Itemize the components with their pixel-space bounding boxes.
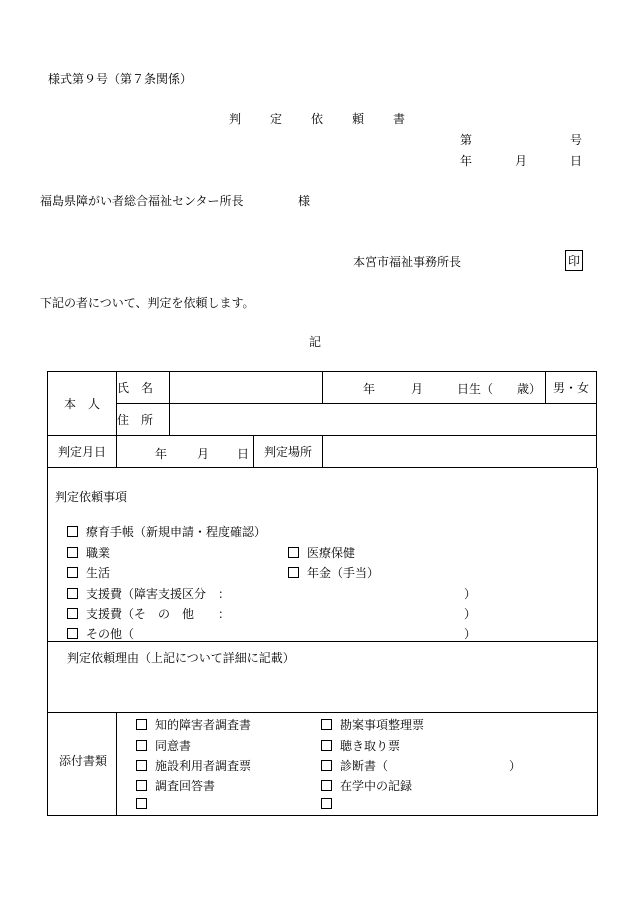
checkbox-icon[interactable]: [136, 780, 147, 791]
divider: [48, 641, 597, 642]
checkbox-icon[interactable]: [67, 567, 78, 578]
form-number: 様式第９号（第７条関係）: [48, 72, 193, 86]
title-char: 定: [270, 112, 283, 126]
request-item[interactable]: 支援費（そ の 他 ：: [67, 605, 230, 622]
ki-label: 記: [309, 335, 322, 349]
title-char: 判: [229, 112, 242, 126]
checkbox-icon[interactable]: [67, 608, 78, 619]
checkbox-icon[interactable]: [136, 760, 147, 771]
attachment-item[interactable]: 知的障害者調査書: [136, 716, 251, 733]
checkbox-icon[interactable]: [136, 740, 147, 751]
birthdate-field[interactable]: [323, 372, 546, 404]
attachment-item[interactable]: 施設利用者調査票: [136, 757, 251, 774]
request-item[interactable]: その他（: [67, 625, 134, 642]
request-item[interactable]: 年金（手当）: [288, 564, 379, 581]
close-paren: ）: [464, 587, 477, 601]
checkbox-icon[interactable]: [136, 719, 147, 730]
judgment-place-label: 判定場所: [254, 436, 323, 468]
judgment-place-field[interactable]: [323, 436, 597, 468]
seal-stamp: 印: [565, 250, 583, 271]
date-year: 年: [460, 154, 473, 168]
attachment-item[interactable]: 同意書: [136, 737, 191, 754]
address-label: 住 所: [117, 404, 170, 436]
gender-field[interactable]: 男・女: [546, 372, 597, 404]
attachments-label: 添付書類: [59, 754, 108, 768]
reason-heading: 判定依頼理由（上記について詳細に記載）: [67, 651, 295, 665]
date-day: 日: [570, 154, 583, 168]
judgment-date-field[interactable]: [117, 436, 254, 468]
attachment-item[interactable]: 在学中の記録: [321, 777, 412, 794]
judgment-date-label: 判定月日: [48, 436, 117, 468]
addressee: 福島県障がい者総合福祉センター所長: [40, 194, 244, 208]
checkbox-icon[interactable]: [321, 780, 332, 791]
checkbox-icon[interactable]: [321, 740, 332, 751]
checkbox-icon[interactable]: [288, 567, 299, 578]
request-items-heading: 判定依頼事項: [55, 490, 128, 504]
judgment-month: 月: [197, 447, 210, 461]
title-char: 書: [393, 112, 406, 126]
person-header: 本 人: [48, 372, 117, 436]
divider: [48, 712, 597, 713]
close-paren: ）: [509, 759, 522, 773]
addressee-honorific: 様: [298, 194, 311, 208]
title-char: 依: [311, 112, 324, 126]
checkbox-icon[interactable]: [67, 526, 78, 537]
close-paren: ）: [464, 607, 477, 621]
checkbox-icon[interactable]: [321, 760, 332, 771]
divider: [116, 712, 117, 815]
date-month: 月: [515, 154, 528, 168]
attachment-item[interactable]: 聴き取り票: [321, 737, 400, 754]
attachment-item[interactable]: 診断書（: [321, 757, 388, 774]
address-field[interactable]: [170, 404, 597, 436]
request-text: 下記の者について、判定を依頼します。: [40, 296, 255, 310]
attachment-item[interactable]: [321, 797, 340, 811]
doc-number-prefix: 第: [460, 133, 473, 147]
doc-number-suffix: 号: [570, 133, 583, 147]
request-item[interactable]: 医療保健: [288, 544, 355, 561]
checkbox-icon[interactable]: [321, 719, 332, 730]
checkbox-icon[interactable]: [288, 547, 299, 558]
attachment-item[interactable]: [136, 797, 155, 811]
request-item[interactable]: 療育手帳（新規申請・程度確認）: [67, 523, 266, 540]
birth-year-label: 年: [363, 382, 376, 396]
checkbox-icon[interactable]: [67, 547, 78, 558]
birth-month-label: 月: [411, 382, 424, 396]
reason-field[interactable]: [48, 668, 597, 712]
attachment-item[interactable]: 勘案事項整理票: [321, 716, 424, 733]
judgment-year: 年: [155, 447, 168, 461]
checkbox-icon[interactable]: [67, 628, 78, 639]
request-item[interactable]: 職業: [67, 544, 110, 561]
sender: 本宮市福祉事務所長: [353, 255, 462, 269]
checkbox-icon[interactable]: [136, 798, 147, 809]
details-frame: [47, 468, 598, 816]
checkbox-icon[interactable]: [67, 588, 78, 599]
request-item[interactable]: 生活: [67, 564, 110, 581]
judgment-table: [47, 435, 597, 468]
checkbox-icon[interactable]: [321, 798, 332, 809]
close-paren: ）: [464, 627, 477, 641]
name-field[interactable]: [170, 372, 323, 404]
birth-day-age-label: 日生（ 歳）: [457, 382, 542, 396]
request-item[interactable]: 支援費（障害支援区分 ：: [67, 585, 230, 602]
person-table: [47, 371, 597, 436]
judgment-day: 日: [237, 447, 250, 461]
name-label: 氏 名: [117, 372, 170, 404]
title-char: 頼: [352, 112, 365, 126]
attachment-item[interactable]: 調査回答書: [136, 777, 215, 794]
